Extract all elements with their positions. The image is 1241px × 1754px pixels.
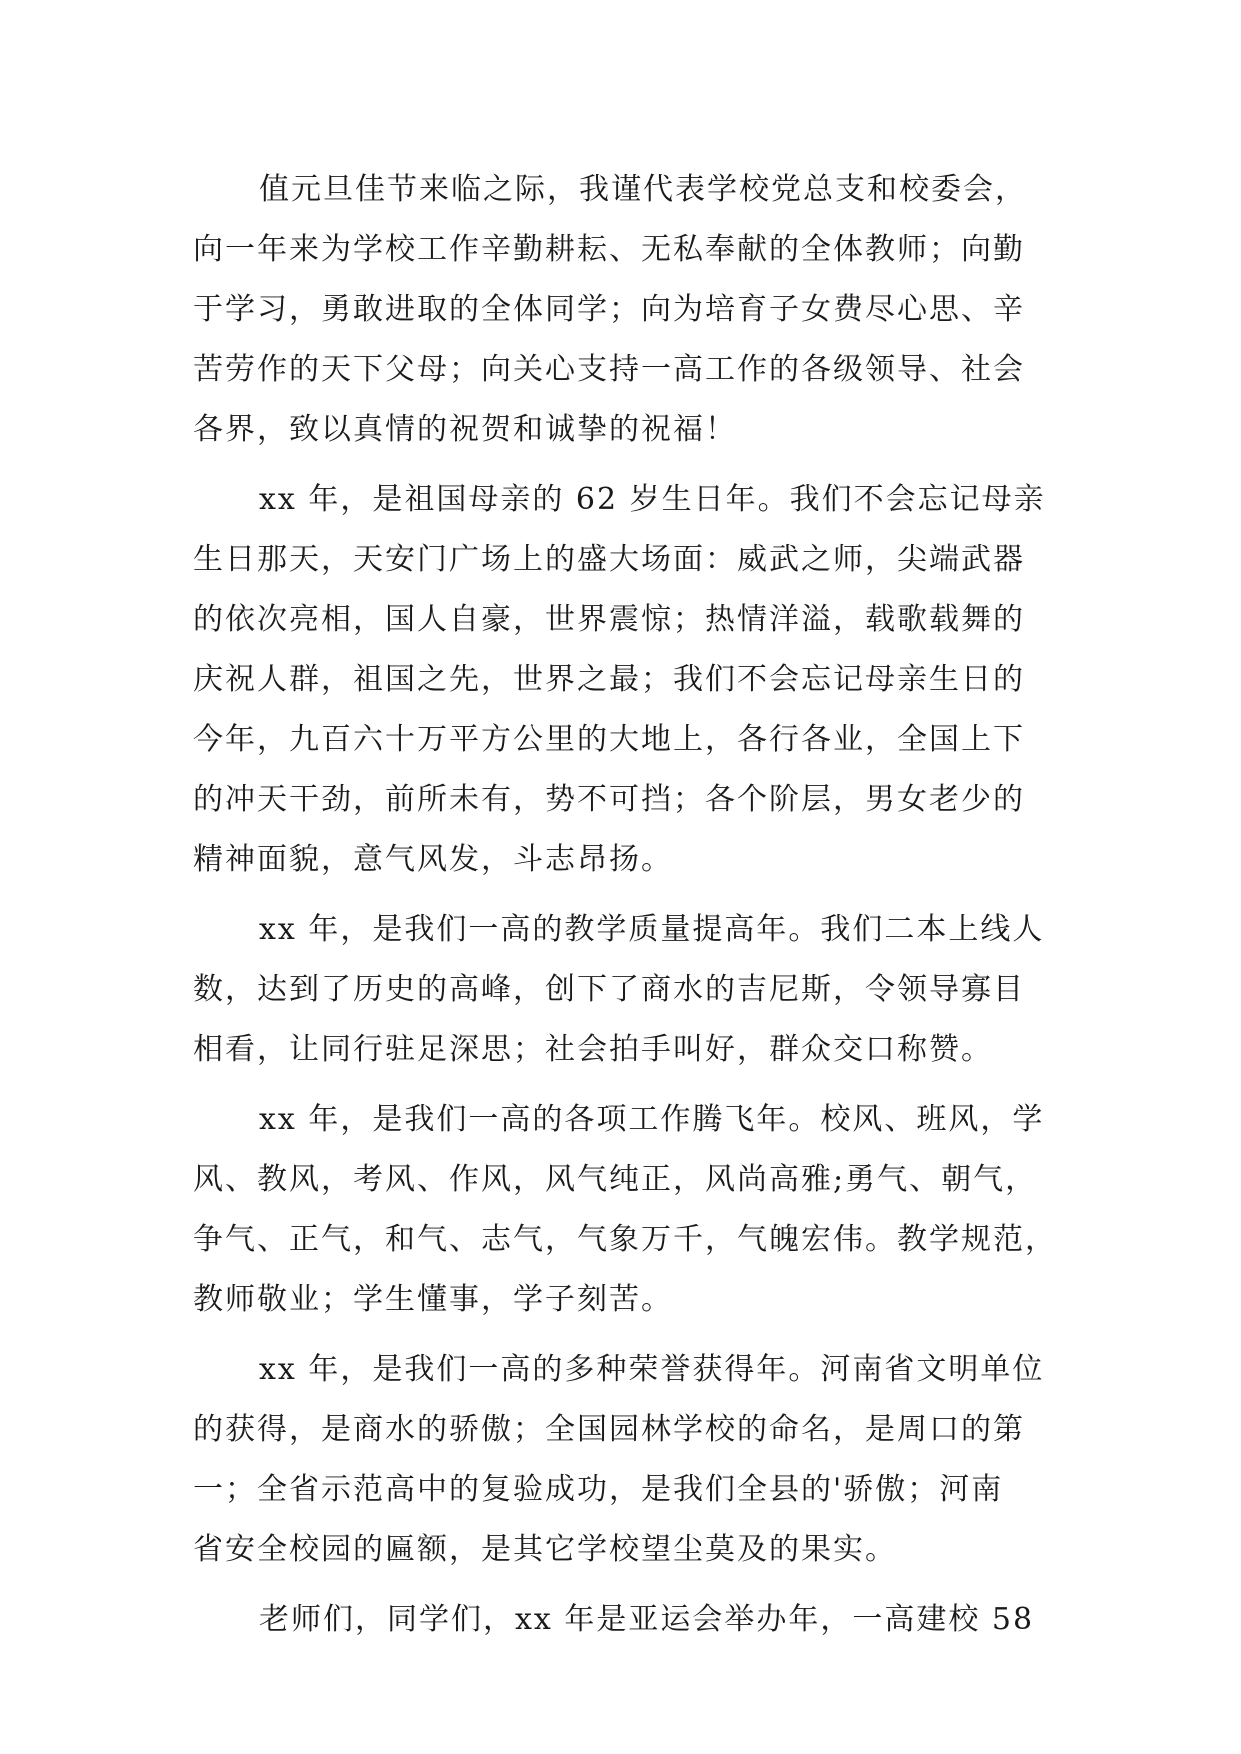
paragraph-new-year-greeting: [193, 160, 1055, 460]
text-line: 庆祝人群，祖国之先，世界之最；我们不会忘记母亲生日的: [193, 662, 1025, 697]
text-line: 的获得，是商水的骄傲；全国园林学校的命名，是周口的第: [193, 1412, 1025, 1447]
paragraph-honors: [193, 1340, 1055, 1580]
text-line: 一；全省示范高中的复验成功，是我们全县的'骄傲；河南: [193, 1472, 1004, 1507]
text-line: 的依次亮相，国人自豪，世界震惊；热情洋溢，载歌载舞的: [193, 602, 1025, 637]
text-line: 争气、正气，和气、志气，气象万千，气魄宏伟。教学规范，: [193, 1222, 1057, 1257]
text-line: 生日那天，天安门广场上的盛大场面：威武之师，尖端武器: [193, 542, 1025, 577]
text-line: 教师敬业；学生懂事，学子刻苦。: [193, 1282, 673, 1317]
text-line: 的冲天干劲，前所未有，势不可挡；各个阶层，男女老少的: [193, 782, 1025, 817]
text-line: 向一年来为学校工作辛勤耕耘、无私奉献的全体教师；向勤: [193, 232, 1025, 267]
text-line: 数，达到了历史的高峰，创下了商水的吉尼斯，令领导寡目: [193, 972, 1025, 1007]
text-line: 苦劳作的天下父母；向关心支持一高工作的各级领导、社会: [193, 352, 1025, 387]
text-line: xx 年，是我们一高的多种荣誉获得年。河南省文明单位: [259, 1352, 1045, 1387]
text-line: 省安全校园的匾额，是其它学校望尘莫及的果实。: [193, 1532, 897, 1567]
text-line: 老师们，同学们，xx 年是亚运会举办年，一高建校 58: [259, 1602, 1035, 1637]
text-line: 精神面貌，意气风发，斗志昂扬。: [193, 842, 673, 877]
paragraph-teaching-quality: [193, 900, 1055, 1080]
text-line: 相看，让同行驻足深思；社会拍手叫好，群众交口称赞。: [193, 1032, 993, 1067]
paragraph-work-progress: [193, 1090, 1055, 1330]
text-line: 各界，致以真情的祝贺和诚挚的祝福！: [193, 412, 737, 447]
text-line: xx 年，是我们一高的各项工作腾飞年。校风、班风，学: [259, 1102, 1045, 1137]
document-body: [193, 160, 1055, 1660]
paragraph-motherland-birthday: [193, 470, 1055, 890]
text-line: 今年，九百六十万平方公里的大地上，各行各业，全国上下: [193, 722, 1025, 757]
text-line: 值元旦佳节来临之际，我谨代表学校党总支和校委会，: [259, 172, 1027, 207]
text-line: 于学习，勇敢进取的全体同学；向为培育子女费尽心思、辛: [193, 292, 1025, 327]
text-line: xx 年，是我们一高的教学质量提高年。我们二本上线人: [259, 912, 1045, 947]
paragraph-closing: [193, 1590, 1055, 1650]
text-line: xx 年，是祖国母亲的 62 岁生日年。我们不会忘记母亲: [259, 482, 1046, 517]
text-line: 风、教风，考风、作风，风气纯正，风尚高雅;勇气、朝气，: [193, 1162, 1038, 1197]
